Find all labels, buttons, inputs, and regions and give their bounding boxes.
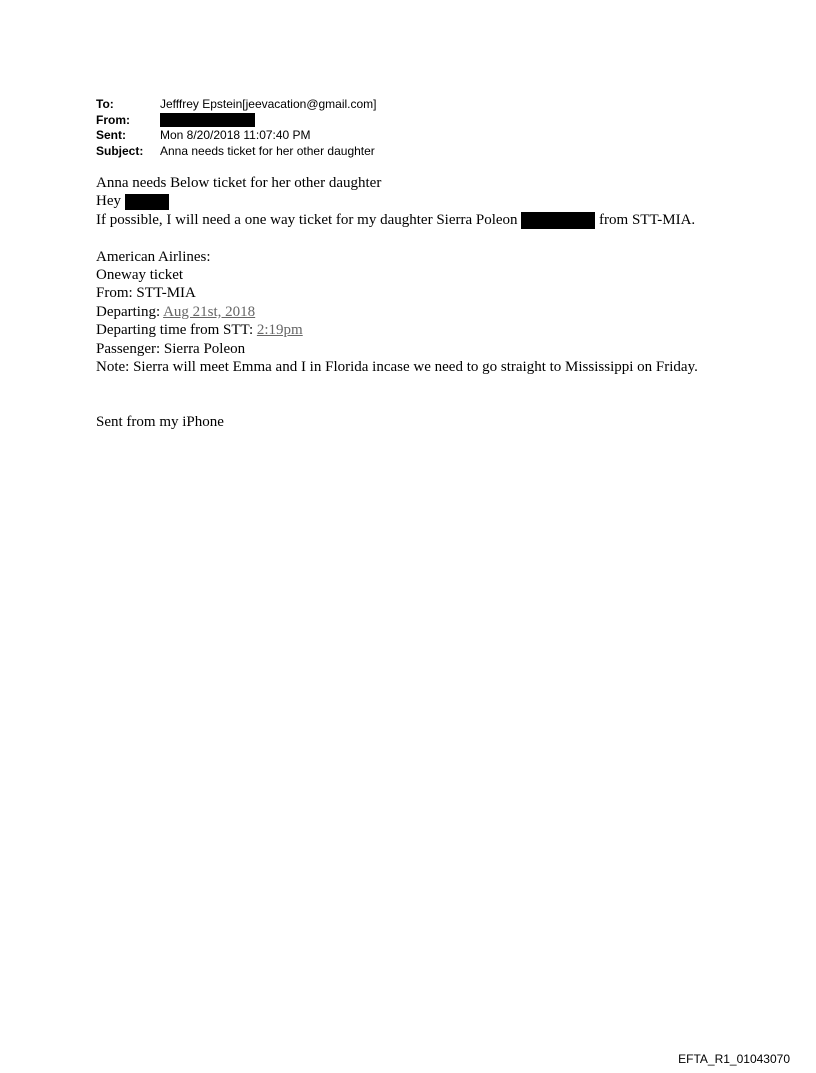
signature-line: Sent from my iPhone [96, 414, 224, 431]
departing-line [96, 303, 706, 321]
route-line: From: STT-MIA [96, 285, 196, 302]
passenger-line: Passenger: Sierra Poleon [96, 340, 246, 357]
from-label: From: [96, 112, 130, 127]
note-line: Note: Sierra will meet Emma and I in Florida incase we need to go straight to Mississippi on Friday. [96, 359, 698, 376]
ticket-type-line: Oneway ticket [96, 267, 184, 284]
document-id: EFTA_R1_01043070 [678, 1052, 790, 1066]
to-value: Jefffrey Epstein[jeevacation@gmail.com] [160, 97, 377, 111]
subject-row [96, 144, 377, 160]
greeting-redaction [125, 194, 169, 210]
airline-line: American Airlines: [96, 248, 211, 265]
spacer-2 [96, 376, 706, 413]
departing-time-line [96, 321, 706, 339]
departing-date-link[interactable]: Aug 21st, 2018 [163, 303, 256, 320]
departing-time-link[interactable]: 2:19pm [256, 322, 303, 339]
email-header [96, 97, 377, 159]
sent-value: Mon 8/20/2018 11:07:40 PM [160, 128, 311, 142]
departing-time-label: Departing time from STT: [96, 322, 257, 339]
departing-label: Departing: [96, 303, 164, 320]
greeting: Hey [96, 193, 121, 210]
request-after: from STT-MIA. [599, 211, 696, 228]
sent-row [96, 128, 377, 144]
to-row [96, 97, 377, 113]
email-body [96, 174, 706, 432]
request-before: If possible, I will need a one way ticket for my daughter Sierra Poleon [96, 211, 518, 228]
from-redaction [160, 113, 255, 127]
request-redaction [521, 212, 595, 229]
subject-value: Anna needs ticket for her other daughter [160, 143, 375, 158]
to-label: To: [96, 97, 114, 111]
sent-label: Sent: [96, 128, 126, 142]
request-line [96, 211, 706, 229]
from-row [96, 113, 377, 129]
subject-label: Subject: [96, 143, 144, 158]
spacer [96, 229, 706, 247]
body-line-1: Anna needs Below ticket for her other daughter [96, 175, 382, 191]
greeting-line [96, 192, 706, 210]
